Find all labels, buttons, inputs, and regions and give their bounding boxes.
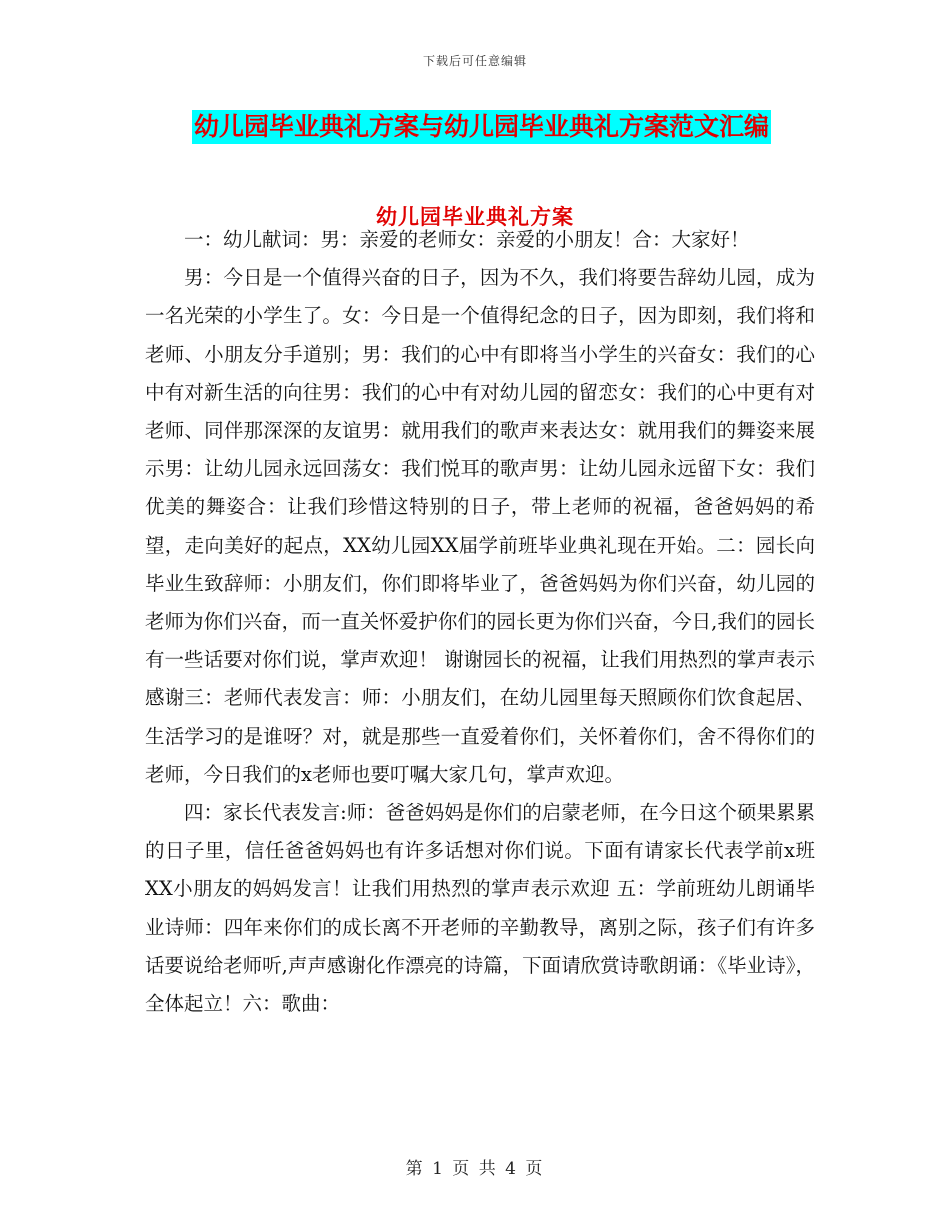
main-title: 幼儿园毕业典礼方案与幼儿园毕业典礼方案范文汇编 <box>192 110 771 144</box>
section-subtitle: 幼儿园毕业典礼方案 <box>376 204 574 229</box>
paragraph-1: 一：幼儿献词：男：亲爱的老师女：亲爱的小朋友！合：大家好！ <box>184 228 750 251</box>
document-body <box>145 221 815 1023</box>
header-note: 下载后可任意编辑 <box>422 54 527 68</box>
page-number-footer: 第 1 页 共 4 页 <box>405 1159 545 1179</box>
paragraph-2: 男：今日是一个值得兴奋的日子，因为不久，我们将要告辞幼儿园，成为一名光荣的小学生了。女：今日是一个值得纪念的日子，因为即刻，我们将和老师、小朋友分手道别；男：我们的心中有即将当小学生的兴奋女：我们的心中有对新生活的向往男：我们的心中有对幼儿园的留恋女：我们的心中更有对老师、同伴那深深的友谊男：就用我们的歌声来表达女：就用我们的舞姿来展示男：让幼儿园永远回荡女：我们悦耳的歌声男：让幼儿园永远留下女：我们优美的舞姿合：让我们珍惜这特别的日子，带上老师的祝福，爸爸妈妈的希望，走向美好的起点，XX幼儿园XX届学前班毕业典礼现在开始。二：园长向毕业生致辞师：小朋友们，你们即将毕业了，爸爸妈妈为你们兴奋，幼儿园的老师为你们兴奋，而一直关怀爱护你们的园长更为你们兴奋，今日,我们的园长有一些话要对你们说，掌声欢迎！ 谢谢园长的祝福，让我们用热烈的掌声表示感谢三：老师代表发言：师：小朋友们，在幼儿园里每天照顾你们饮食起居、生活学习的是谁呀？对，就是那些一直爱着你们，关怀着你们，舍不得你们的老师，今日我们的x老师也要叮嘱大家几句，掌声欢迎。 <box>145 266 815 786</box>
paragraph-3: 四：家长代表发言:师：爸爸妈妈是你们的启蒙老师，在今日这个硕果累累的日子里，信任爸爸妈妈也有许多话想对你们说。下面有请家长代表学前x班XX小朋友的妈妈发言！让我们用热烈的掌声表示欢迎 五：学前班幼儿朗诵毕业诗师：四年来你们的成长离不开老师的辛勤教导，离别之际，孩子们有许多话要说给老师听,声声感谢化作漂亮的诗篇，下面请欣赏诗歌朗诵：《毕业诗》，全体起立！六：歌曲： <box>145 801 815 1016</box>
